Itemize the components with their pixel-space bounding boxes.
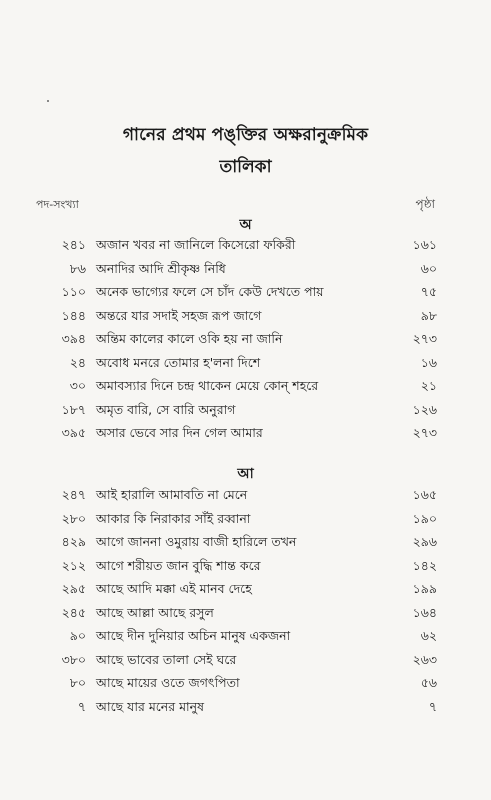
first-line: আগে শরীয়ত জান বুদ্ধি শান্ত করে — [96, 557, 261, 573]
index-row — [0, 577, 491, 601]
song-number: ২৪১ — [61, 237, 86, 252]
page-number: ১৬ — [420, 354, 437, 370]
section-a-rows — [0, 233, 491, 445]
song-number: ১৮৭ — [61, 401, 86, 417]
song-number: ৩৯৫ — [61, 425, 86, 440]
first-line: অসার ভেবে সার দিন গেল আমার — [96, 425, 263, 440]
first-line: অন্তরে যার সদাই সহজ রূপ জাগে — [96, 307, 262, 323]
page-number: ১৬৪ — [412, 604, 437, 620]
song-number: ১৪৪ — [61, 307, 86, 323]
first-line: আকার কি নিরাকার সাঁই রব্বানা — [96, 510, 251, 526]
first-line: আছে মায়ের ওতে জগৎপিতা — [96, 675, 240, 690]
song-number: ২৪ — [69, 354, 86, 370]
page-number: ৭৫ — [420, 284, 437, 299]
column-header-song-number: পদ-সংখ্যা — [36, 198, 79, 211]
first-line: অনেক ভাগ্যের ফলে সে চাঁদ কেউ দেখতে পায় — [96, 284, 324, 299]
index-title-second-line: তালিকা — [219, 157, 272, 177]
page-number: ২৭৩ — [412, 425, 437, 440]
index-row — [0, 507, 491, 531]
song-number: ২৪৭ — [61, 487, 86, 502]
page-number: ৬০ — [420, 260, 437, 276]
index-row — [0, 530, 491, 554]
song-number: ৪২৯ — [61, 534, 86, 549]
page-number: ৭ — [428, 698, 437, 714]
first-line: অনাদির আদি শ্রীকৃষ্ণ নিধি — [96, 260, 226, 276]
page-number: ২৯৬ — [412, 534, 437, 549]
page-number: ১৯০ — [412, 510, 437, 526]
first-line: অবোধ মনরে তোমার হ'লনা দিশে — [96, 354, 261, 370]
page-number: ৫৬ — [420, 675, 437, 690]
song-number: ৩৯৪ — [61, 331, 86, 346]
index-title: গানের প্রথম পঙ্‌ক্তির অক্ষরানুক্রমিক — [122, 125, 369, 145]
section-letter-a: অ — [239, 217, 252, 233]
song-number: ৯০ — [69, 628, 86, 643]
first-line: অজান খবর না জানিলে কিসেরো ফকিরী — [96, 237, 296, 252]
first-line: আছে আদি মক্কা এই মানব দেহে — [96, 581, 252, 596]
page-number: ৬২ — [420, 628, 437, 643]
index-row — [0, 351, 491, 375]
first-line: অমাবস্যার দিনে চন্দ্র থাকেন মেয়ে কোন্ শহরে — [96, 378, 319, 393]
first-line: আছে দীন দুনিয়ার অচিন মানুষ একজনা — [96, 628, 291, 643]
page-number: ১৯৯ — [412, 581, 437, 596]
page-number: ১৪২ — [412, 557, 437, 573]
index-row — [0, 398, 491, 422]
first-line: আছে ভাবের তালা সেই ঘরে — [96, 651, 237, 667]
index-row — [0, 374, 491, 398]
page-number: ১৬১ — [412, 237, 437, 252]
first-line: অন্তিম কালের কালে ওকি হয় না জানি — [96, 331, 283, 346]
page-number: ২৬৩ — [412, 651, 437, 667]
index-row — [0, 648, 491, 672]
song-number: ২৯৫ — [61, 581, 86, 596]
index-row — [0, 554, 491, 578]
page-number: ২১ — [420, 378, 437, 393]
page-number: ১৬৫ — [412, 487, 437, 502]
song-number: ৩০ — [69, 378, 86, 393]
index-row — [0, 695, 491, 719]
song-number: ২৪৫ — [61, 604, 86, 620]
index-row — [0, 280, 491, 304]
page-number: ১২৬ — [412, 401, 437, 417]
page-speck — [47, 100, 49, 102]
song-number: ২৮০ — [61, 510, 86, 526]
first-line: আগে জাননা ওমুরায় বাজী হারিলে তখন — [96, 534, 297, 549]
index-row — [0, 483, 491, 507]
index-row — [0, 601, 491, 625]
index-row — [0, 304, 491, 328]
first-line: আছে আল্লা আছে রসুল — [96, 604, 214, 620]
column-header-page: পৃষ্ঠা — [415, 197, 435, 211]
page-number: ৯৮ — [420, 307, 437, 323]
song-number: ১১০ — [61, 284, 86, 299]
section-aa-rows — [0, 483, 491, 718]
first-line: অমৃত বারি, সে বারি অনুরাগ — [96, 401, 236, 417]
index-row — [0, 233, 491, 257]
first-line: আছে যার মনের মানুষ — [96, 698, 205, 714]
page-number: ২৭৩ — [412, 331, 437, 346]
index-row — [0, 257, 491, 281]
section-letter-aa: আ — [237, 466, 254, 482]
song-number: ৮০ — [69, 675, 86, 690]
song-number: ২১২ — [61, 557, 86, 573]
index-row — [0, 327, 491, 351]
first-line: আই হারালি আমাবতি না মেনে — [96, 487, 248, 502]
song-number: ৩৮০ — [61, 651, 86, 667]
index-row — [0, 421, 491, 445]
song-number: ৭ — [77, 698, 86, 714]
index-row — [0, 671, 491, 695]
song-number: ৮৬ — [69, 260, 86, 276]
index-row — [0, 624, 491, 648]
